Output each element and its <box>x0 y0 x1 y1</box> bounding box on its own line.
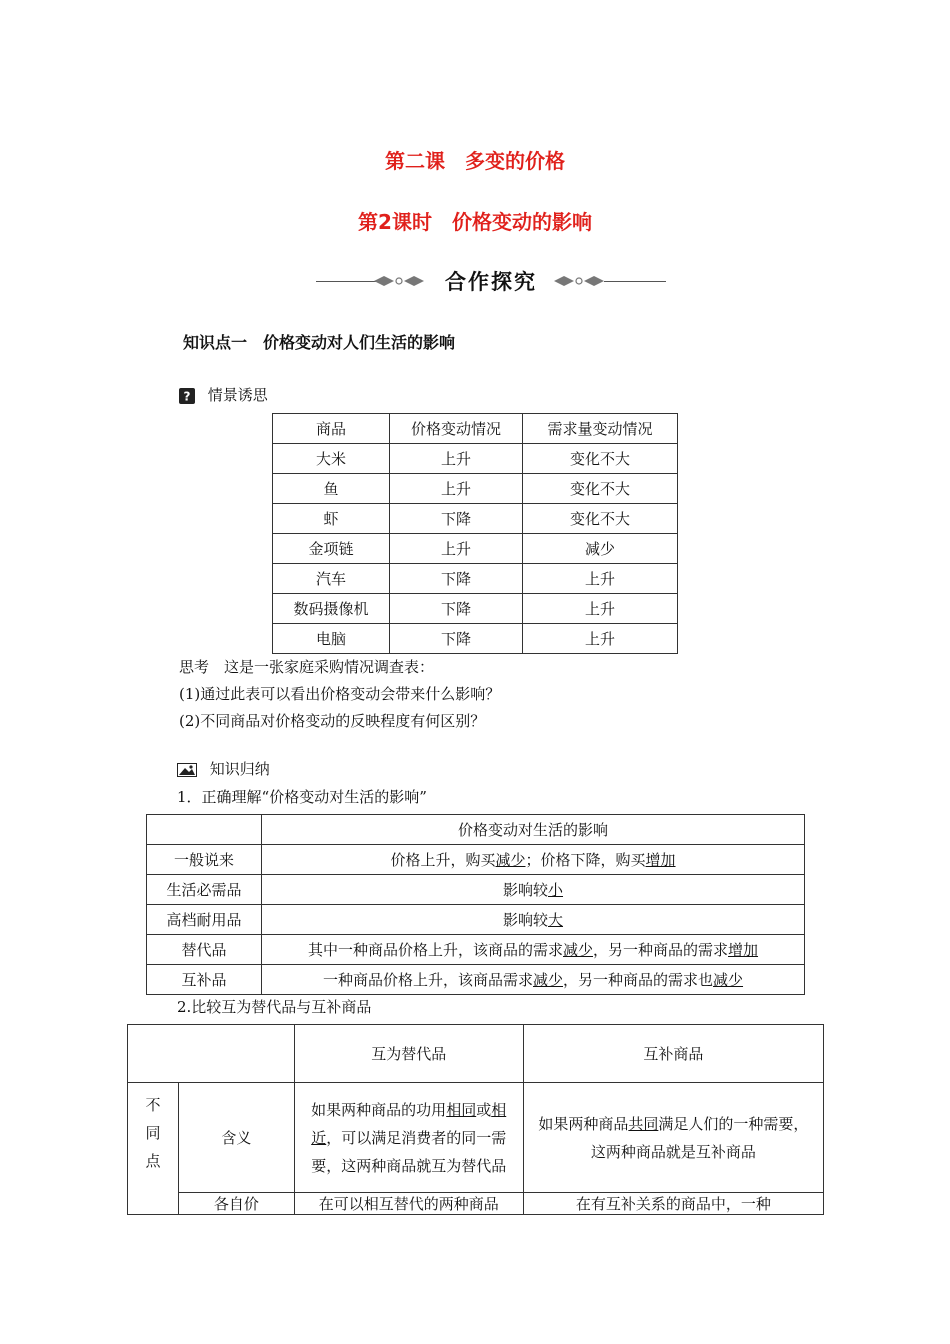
cell-goods: 鱼 <box>273 474 390 504</box>
table-row <box>273 444 678 474</box>
cell-goods: 大米 <box>273 444 390 474</box>
row-content: 影响较大 <box>262 905 805 935</box>
cell-demand: 减少 <box>523 534 678 564</box>
divider-left <box>316 281 376 282</box>
ornament-right-icon <box>552 274 606 288</box>
cell-price: 上升 <box>390 474 523 504</box>
table-row <box>273 474 678 504</box>
table-row <box>147 875 805 905</box>
price-impact-table <box>146 814 805 995</box>
summary-item-1: 1．正确理解“价格变动对生活的影响” <box>177 788 427 806</box>
table-row <box>273 564 678 594</box>
cell-demand: 上升 <box>523 594 678 624</box>
row-label: 一般说来 <box>147 845 262 875</box>
scenario-table <box>272 413 678 654</box>
think-prompt: 思考 这是一张家庭采购情况调查表： <box>179 658 435 676</box>
svg-text:?: ? <box>183 389 191 404</box>
cell-price: 上升 <box>390 534 523 564</box>
comparison-table <box>127 1024 824 1215</box>
cell-demand: 上升 <box>523 564 678 594</box>
column-header: 商品 <box>273 414 390 444</box>
substitute-price: 在可以相互替代的两种商品 <box>294 1193 523 1215</box>
question-icon <box>179 388 195 404</box>
row-label: 互补品 <box>147 965 262 995</box>
column-header: 价格变动对生活的影响 <box>262 815 805 845</box>
cell-demand: 变化不大 <box>523 504 678 534</box>
row-content: 一种商品价格上升，该商品需求减少，另一种商品的需求也减少 <box>262 965 805 995</box>
summary-item-2: 2.比较互为替代品与互补商品 <box>177 998 372 1016</box>
empty-header-cell <box>128 1025 295 1083</box>
complement-price: 在有互补关系的商品中，一种 <box>523 1193 823 1215</box>
question-2: (2)不同商品对价格变动的反映程度有何区别？ <box>179 712 486 730</box>
cell-price: 下降 <box>390 594 523 624</box>
question-1: (1)通过此表可以看出价格变动会带来什么影响？ <box>179 685 501 703</box>
cell-price: 下降 <box>390 624 523 654</box>
table-row <box>128 1193 824 1215</box>
row-label: 替代品 <box>147 935 262 965</box>
table-row <box>147 905 805 935</box>
cell-demand: 上升 <box>523 624 678 654</box>
cell-goods: 数码摄像机 <box>273 594 390 624</box>
summary-label-row <box>177 758 270 779</box>
divider-right <box>604 281 666 282</box>
scenario-label-row <box>179 384 268 405</box>
book-icon <box>177 763 197 777</box>
section-header <box>0 262 950 300</box>
row-label: 生活必需品 <box>147 875 262 905</box>
column-header: 价格变动情况 <box>390 414 523 444</box>
cell-goods: 虾 <box>273 504 390 534</box>
cell-demand: 变化不大 <box>523 474 678 504</box>
ornament-left-icon <box>372 274 426 288</box>
empty-header-cell <box>147 815 262 845</box>
cell-price: 下降 <box>390 504 523 534</box>
cell-goods: 电脑 <box>273 624 390 654</box>
summary-label: 知识归纳 <box>209 760 270 778</box>
column-header-complement: 互补商品 <box>523 1025 823 1083</box>
table-row <box>273 594 678 624</box>
lesson-title: 第二课 多变的价格 <box>385 149 565 173</box>
row-content: 影响较小 <box>262 875 805 905</box>
column-header: 需求量变动情况 <box>523 414 678 444</box>
group-label: 不 同 点 <box>128 1083 179 1215</box>
table-row <box>147 965 805 995</box>
table-row <box>147 845 805 875</box>
cell-goods: 汽车 <box>273 564 390 594</box>
row-label-meaning: 含义 <box>179 1083 295 1193</box>
table-row <box>273 504 678 534</box>
table-row <box>273 534 678 564</box>
complement-meaning: 如果两种商品共同满足人们的一种需要，这两种商品就是互补商品 <box>523 1083 823 1193</box>
cell-price: 下降 <box>390 564 523 594</box>
section-title: 合作探究 <box>445 270 537 294</box>
lesson-subtitle: 第2课时 价格变动的影响 <box>358 210 592 234</box>
row-label: 高档耐用品 <box>147 905 262 935</box>
row-content: 价格上升，购买减少；价格下降，购买增加 <box>262 845 805 875</box>
substitute-meaning: 如果两种商品的功用相同或相近，可以满足消费者的同一需要，这两种商品就互为替代品 <box>294 1083 523 1193</box>
cell-goods: 金项链 <box>273 534 390 564</box>
scenario-label: 情景诱思 <box>207 386 268 404</box>
table-row <box>273 624 678 654</box>
column-header-substitute: 互为替代品 <box>294 1025 523 1083</box>
row-content: 其中一种商品价格上升，该商品的需求减少，另一种商品的需求增加 <box>262 935 805 965</box>
row-label-price: 各自价 <box>179 1193 295 1215</box>
table-row <box>128 1083 824 1193</box>
table-row <box>147 935 805 965</box>
cell-demand: 变化不大 <box>523 444 678 474</box>
knowledge-point-heading: 知识点一 价格变动对人们生活的影响 <box>183 333 456 352</box>
cell-price: 上升 <box>390 444 523 474</box>
